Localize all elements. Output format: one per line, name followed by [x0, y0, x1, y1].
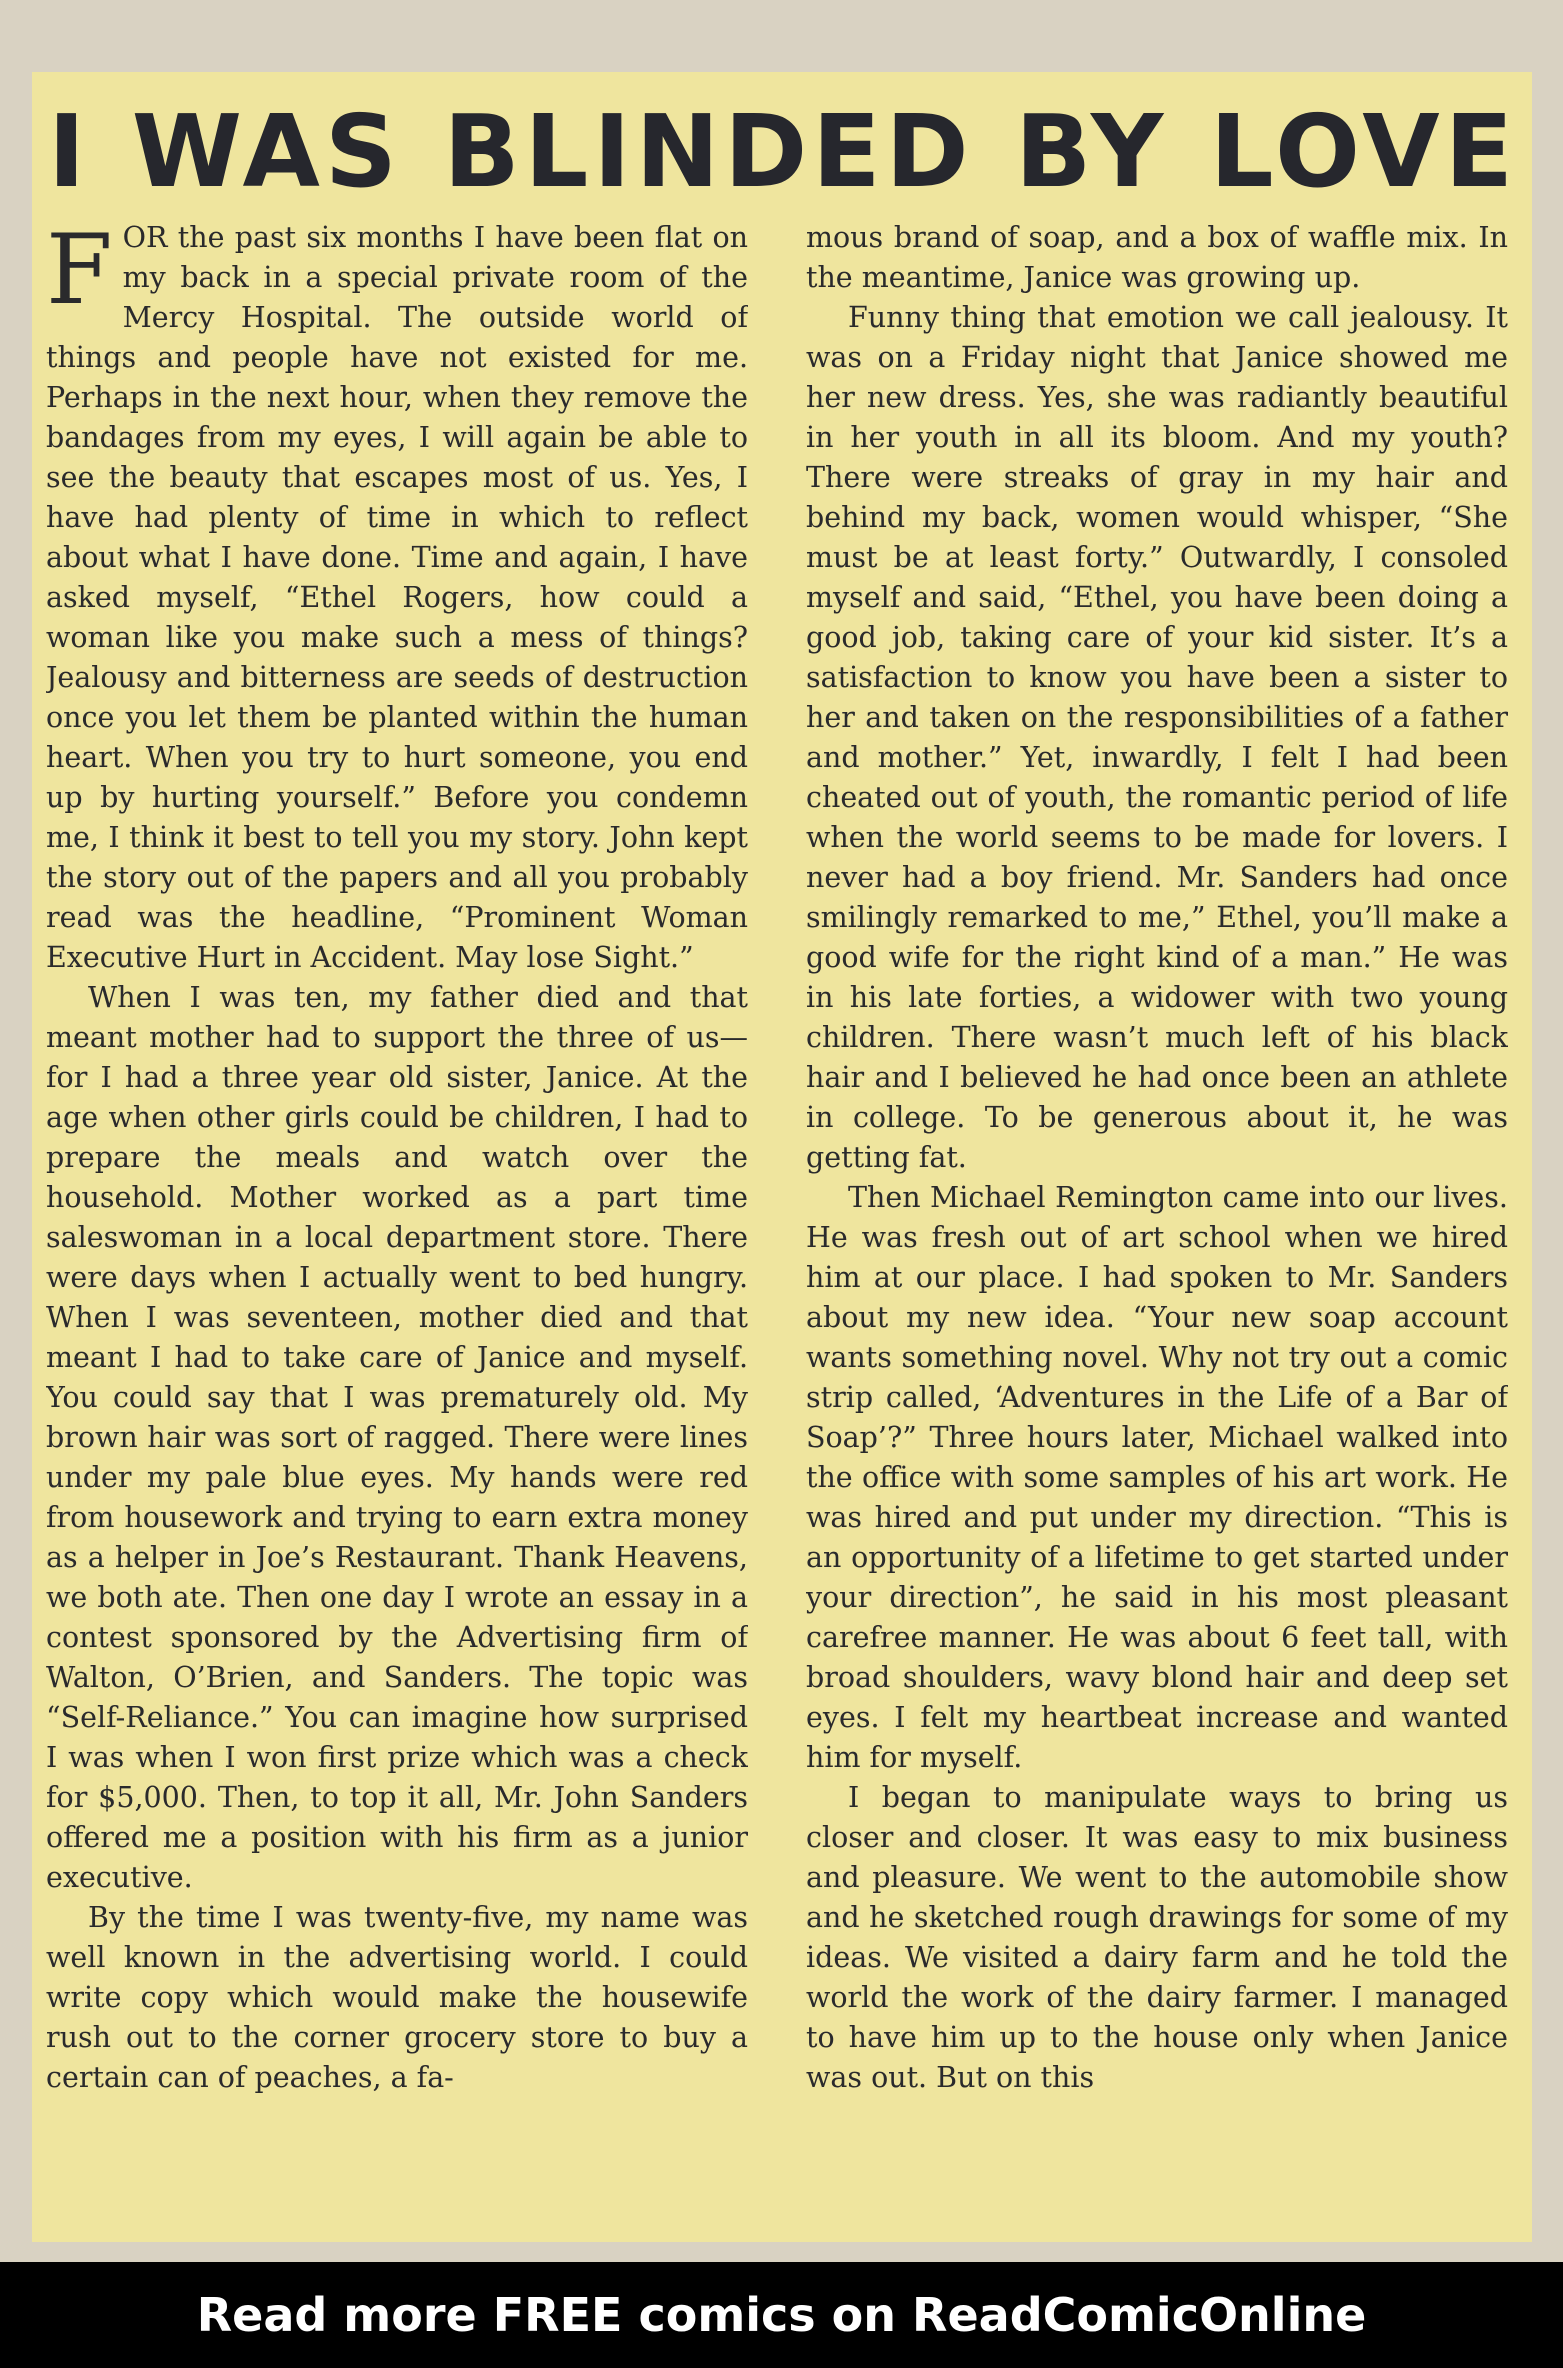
paragraph-2: When I was ten, my father died and that meant mother had to support the three of us—for I had a three year old sister, Janice. At the age when other girls could be children, I had to prepare the meals and watch over the household. Mother worked as a part time saleswoman in a local department store. There were days when I actually went to bed hungry. When I was seventeen, mother died and that meant I had to take care of Janice and myself. You could say that I was prematurely old. My brown hair was sort of ragged. There were lines under my pale blue eyes. My hands were red from housework and trying to earn extra money as a helper in Joe’s Restaurant. Thank Heavens, we both ate. Then one day I wrote an essay in a contest sponsored by the Advertising firm of Walton, O’Brien, and Sanders. The topic was “Self-Reliance.” You can imagine how surprised I was when I won first prize which was a check for $5,000. Then, to top it all, Mr. John Sanders offered me a position with his firm as a junior executive. [46, 981, 748, 1894]
paragraph-4: Funny thing that emotion we call jealousy. It was on a Friday night that Janice showed me her new dress. Yes, she was radiantly beautiful in her youth in all its bloom. And my youth? There were streaks of gray in my hair and behind my back, women would whisper, “She must be at least forty.” Outwardly, I consoled myself and said, “Ethel, you have been doing a good job, taking care of your kid sister. It’s a satisfaction to know you have been a sister to her and taken on the responsibilities of a father and mother.” Yet, inwardly, I felt I had been cheated out of youth, the romantic period of life when the world seems to be made for lovers. I never had a boy friend. Mr. Sanders had once smilingly remarked to me,” Ethel, you’ll make a good wife for the right kind of a man.” He was in his late forties, a widower with two young children. There wasn’t much left of his black hair and I believed he had once been an athlete in college. To be generous about it, he was getting fat. [806, 301, 1508, 1174]
paragraph-6: I began to manipulate ways to bring us closer and closer. It was easy to mix business and pleasure. We went to the automobile show and he sketched rough drawings for some of my ideas. We visited a dairy farm and he told the world the work of the dairy farmer. I managed to have him up to the house only when Janice was out. But on this [806, 1781, 1508, 2094]
paragraph-5: Then Michael Remington came into our lives. He was fresh out of art school when we hired him at our place. I had spoken to Mr. Sanders about my new idea. “Your new soap account wants something novel. Why not try out a comic strip called, ‘Adventures in the Life of a Bar of Soap’?” Three hours later, Michael walked into the office with some samples of his art work. He was hired and put under my direction. “This is an opportunity of a lifetime to get started under your direction”, he said in his most pleasant carefree manner. He was about 6 feet tall, with broad shoulders, wavy blond hair and deep set eyes. I felt my heartbeat increase and wanted him for myself. [806, 1181, 1508, 1774]
drop-cap: F [46, 218, 113, 326]
paragraph-1-text: OR the past six months I have been flat on my back in a special private room of the Mercy Hospital. The outside world of things and people have not existed for me. Perhaps in the next hour, when they remove the bandages from my eyes, I will again be able to see the beauty that escapes most of us. Yes, I have had plenty of time in which to reflect about what I have done. Time and again, I have asked myself, “Ethel Rogers, how could a woman like you make such a mess of things? Jealousy and bitterness are seeds of destruction once you let them be planted within the human heart. When you try to hurt someone, you end up by hurting yourself.” Before you condemn me, I think it best to tell you my story. John kept the story out of the papers and all you probably read was the headline, “Prominent Woman Executive Hurt in Accident. May lose Sight.” [46, 221, 748, 974]
story-title: I WAS BLINDED BY LOVE [48, 93, 1518, 210]
right-text-column [806, 218, 1508, 2198]
left-text-column [46, 218, 748, 2198]
paragraph-continued: mous brand of soap, and a box of waffle mix. In the meantime, Janice was growing up. [806, 221, 1508, 294]
paragraph-1 [46, 218, 748, 978]
paragraph-3: By the time I was twenty-five, my name was well known in the advertising world. I could write copy which would make the housewife rush out to the corner grocery store to buy a certain can of peaches, a fa- [46, 1901, 748, 2094]
promo-banner[interactable]: Read more FREE comics on ReadComicOnline [0, 2262, 1563, 2368]
